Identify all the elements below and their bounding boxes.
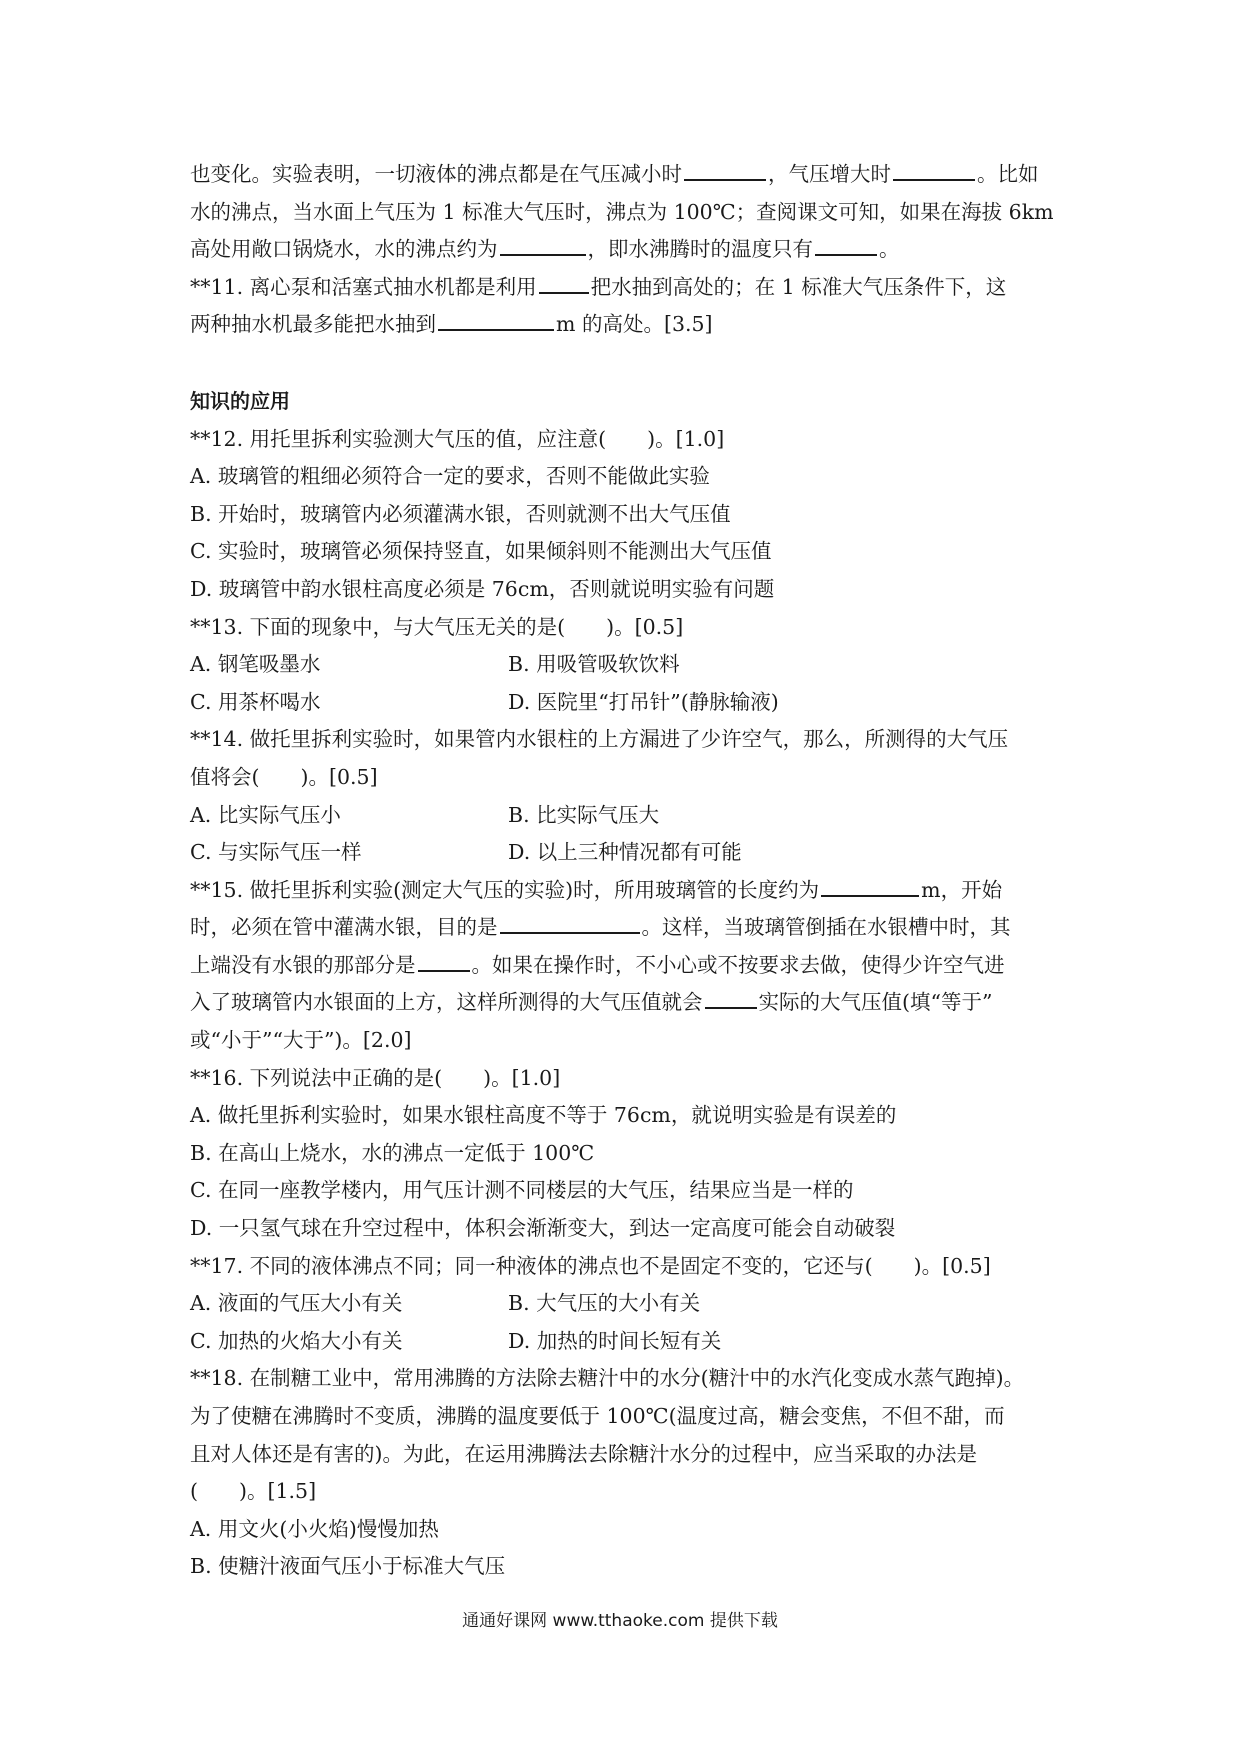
fill-blank xyxy=(500,232,586,256)
question-14 xyxy=(190,721,1060,871)
option-b: B. 比实际气压大 xyxy=(508,802,660,827)
question-line xyxy=(190,947,1060,985)
option-d: D. 玻璃管中韵水银柱高度必须是 76cm，否则就说明实验有问题 xyxy=(190,576,775,601)
question-15 xyxy=(190,872,1060,1060)
text-segment: 实际的大气压值(填“等于” xyxy=(758,990,993,1015)
question-stem: 值将会( )。[0.5] xyxy=(190,764,378,789)
question-line: 或“小于”“大于”)。[2.0] xyxy=(190,1028,412,1053)
option-d: D. 一只氢气球在升空过程中，体积会渐渐变大，到达一定高度可能会自动破裂 xyxy=(190,1216,896,1241)
option-c: C. 实验时，玻璃管必须保持竖直，如果倾斜则不能测出大气压值 xyxy=(190,539,772,564)
page-footer: 通通好课网 www.tthaoke.com 提供下载 xyxy=(462,1611,778,1631)
option-row xyxy=(190,646,1060,684)
question-stem: 为了使糖在沸腾时不变质，沸腾的温度要低于 100℃(温度过高，糖会变焦，不但不甜，而 xyxy=(190,1404,1005,1428)
text-segment: **15. 做托里拆利实验(测定大气压的实验)时，所用玻璃管的长度约为 xyxy=(190,877,820,902)
question-stem: **16. 下列说法中正确的是( )。[1.0] xyxy=(190,1065,561,1090)
text-segment: 入了玻璃管内水银面的上方，这样所测得的大气压值就会 xyxy=(190,990,703,1015)
question-line xyxy=(190,909,1060,947)
option-d: D. 医院里“打吊针”(静脉输液) xyxy=(508,689,779,714)
text-segment: 上端没有水银的那部分是 xyxy=(190,952,416,977)
fill-blank xyxy=(893,157,975,181)
text-segment: 把水抽到高处的；在 1 标准大气压条件下，这 xyxy=(590,274,1007,299)
text-segment: 高处用敞口锅烧水，水的沸点约为 xyxy=(190,237,498,262)
option-row xyxy=(190,834,1060,872)
fill-blank xyxy=(821,873,919,897)
text-line xyxy=(190,231,1060,269)
text-segment: 。 xyxy=(879,237,900,262)
question-12 xyxy=(190,421,1060,609)
text-segment: 时，必须在管中灌满水银，目的是 xyxy=(190,915,498,940)
text-segment: 。如果在操作时，不小心或不按要求去做，使得少许空气进 xyxy=(471,952,1005,977)
option-c: C. 在同一座教学楼内，用气压计测不同楼层的大气压，结果应当是一样的 xyxy=(190,1178,854,1203)
option-row xyxy=(190,684,1060,722)
option-a: A. 比实际气压小 xyxy=(190,802,341,827)
fill-blank xyxy=(705,985,757,1009)
section-heading: 知识的应用 xyxy=(190,388,290,413)
option-d: D. 加热的时间长短有关 xyxy=(508,1328,722,1353)
fill-blank xyxy=(815,232,877,256)
option-a: A. 做托里拆利实验时，如果水银柱高度不等于 76cm，就说明实验是有误差的 xyxy=(190,1103,897,1128)
fill-blank xyxy=(500,910,640,934)
text-segment: 。这样，当玻璃管倒插在水银槽中时，其 xyxy=(641,915,1011,940)
text-segment: m 的高处。[3.5] xyxy=(556,312,713,337)
question-line xyxy=(190,984,1060,1022)
text-segment: 两种抽水机最多能把水抽到 xyxy=(190,312,436,337)
option-b: B. 使糖汁液面气压小于标准大气压 xyxy=(190,1554,506,1579)
text-segment: 。比如 xyxy=(977,162,1039,186)
question-13 xyxy=(190,609,1060,722)
option-a: A. 钢笔吸墨水 xyxy=(190,652,321,677)
text-line: 水的沸点，当水面上气压为 1 标准大气压时，沸点为 100℃；查阅课文可知，如果在海拔 6km xyxy=(190,199,1054,224)
question-16 xyxy=(190,1060,1060,1248)
option-a: A. 液面的气压大小有关 xyxy=(190,1291,403,1316)
question-stem: **17. 不同的液体沸点不同；同一种液体的沸点也不是固定不变的，它还与( )。[0.5] xyxy=(190,1253,991,1278)
fill-blank xyxy=(438,307,554,331)
option-a: A. 用文火(小火焰)慢慢加热 xyxy=(190,1516,439,1541)
document-body xyxy=(190,156,1060,1586)
option-a: A. 玻璃管的粗细必须符合一定的要求，否则不能做此实验 xyxy=(190,464,710,489)
text-segment: ，即水沸腾时的温度只有 xyxy=(587,237,813,262)
text-segment: 也变化。实验表明，一切液体的沸点都是在气压减小时 xyxy=(190,162,682,186)
option-b: B. 开始时，玻璃管内必须灌满水银，否则就测不出大气压值 xyxy=(190,501,731,526)
question-stem: 且对人体还是有害的)。为此，在运用沸腾法去除糖汁水分的过程中，应当采取的办法是 xyxy=(190,1441,977,1466)
question-line xyxy=(190,872,1060,910)
option-row xyxy=(190,1323,1060,1361)
option-d: D. 以上三种情况都有可能 xyxy=(508,840,742,865)
option-c: C. 与实际气压一样 xyxy=(190,840,362,865)
text-segment: m，开始 xyxy=(921,877,1003,902)
question-line xyxy=(190,306,1060,344)
option-b: B. 用吸管吸软饮料 xyxy=(508,652,680,677)
fill-blank xyxy=(539,270,589,294)
text-segment: **11. 离心泵和活塞式抽水机都是利用 xyxy=(190,274,537,299)
question-stem: **18. 在制糖工业中，常用沸腾的方法除去糖汁中的水分(糖汁中的水汽化变成水蒸气跑掉)。 xyxy=(190,1366,1025,1391)
section-gap xyxy=(190,344,1060,383)
option-c: C. 加热的火焰大小有关 xyxy=(190,1328,403,1353)
option-b: B. 在高山上烧水，水的沸点一定低于 100℃ xyxy=(190,1140,595,1165)
option-c: C. 用茶杯喝水 xyxy=(190,689,321,714)
fill-blank xyxy=(418,948,470,972)
question-stem: **12. 用托里拆利实验测大气压的值，应注意( )。[1.0] xyxy=(190,426,725,451)
text-segment: ，气压增大时 xyxy=(768,162,891,186)
option-b: B. 大气压的大小有关 xyxy=(508,1291,701,1316)
question-stem: ( )。[1.5] xyxy=(190,1479,317,1504)
text-line xyxy=(190,156,1060,194)
question-18 xyxy=(190,1360,1060,1586)
fill-blank xyxy=(684,157,766,181)
option-row xyxy=(190,797,1060,835)
question-11 xyxy=(190,269,1060,344)
question-stem: **13. 下面的现象中，与大气压无关的是( )。[0.5] xyxy=(190,614,684,639)
option-row xyxy=(190,1285,1060,1323)
question-stem: **14. 做托里拆利实验时，如果管内水银柱的上方漏进了少许空气，那么，所测得的大气压 xyxy=(190,727,1009,752)
question-line xyxy=(190,269,1060,307)
question-17 xyxy=(190,1248,1060,1361)
